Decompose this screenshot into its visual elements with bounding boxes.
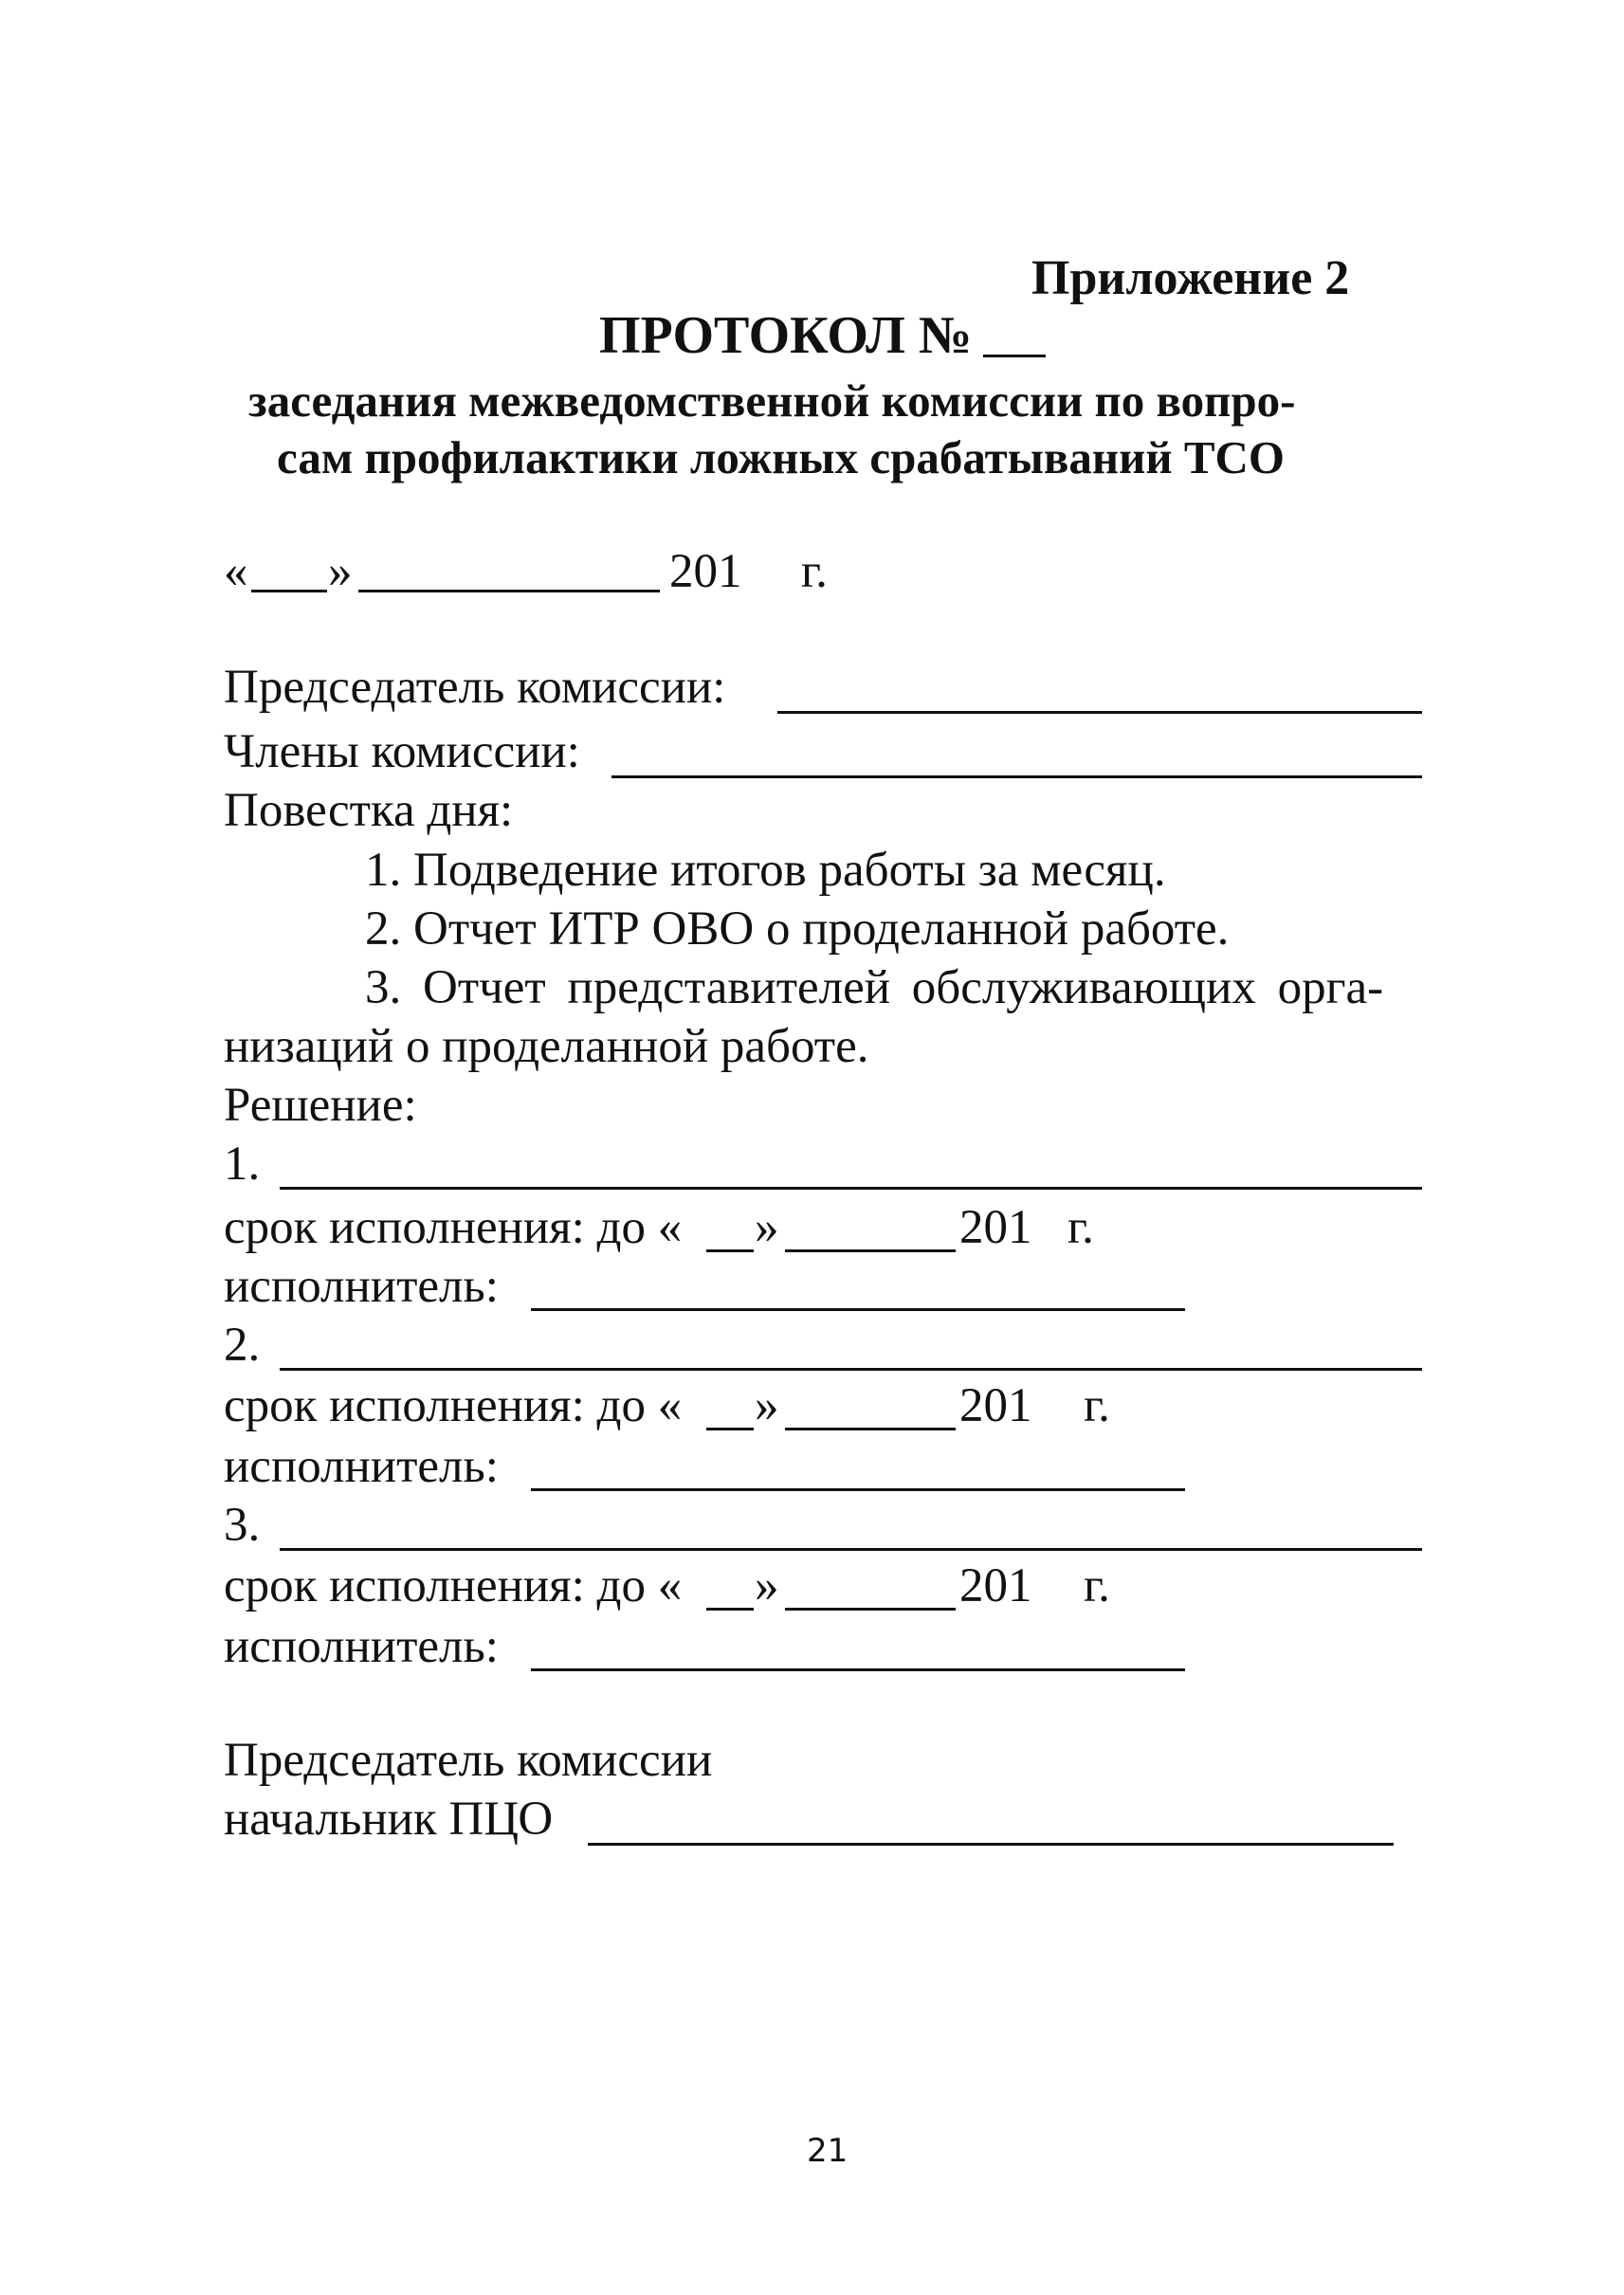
decision-2-number: 2.: [224, 1319, 261, 1372]
members-label: Члены комиссии:: [224, 725, 580, 778]
signature-line-1: Председатель комиссии: [224, 1734, 713, 1787]
agenda-item-3: 3. Отчет представителей обслуживающих орга-: [365, 961, 1384, 1014]
decision-1-year-suffix: г.: [1067, 1201, 1094, 1254]
decision-1-executor-blank: [531, 1308, 1185, 1311]
decision-1-month-blank: [785, 1249, 956, 1252]
decision-2-executor-blank: [531, 1488, 1185, 1491]
agenda-item-1: 1. Подведение итогов работы за месяц.: [365, 844, 1166, 897]
decision-1-executor-label: исполнитель:: [224, 1260, 499, 1313]
date-day-blank: [251, 590, 327, 592]
decision-3-executor-label: исполнитель:: [224, 1620, 499, 1673]
decision-1-quote-close: »: [755, 1201, 779, 1254]
signature-line-2: начальник ПЦО: [224, 1793, 554, 1846]
decision-label: Решение:: [224, 1079, 417, 1132]
decision-1-day-blank: [706, 1249, 754, 1252]
decision-2-month-blank: [785, 1428, 956, 1430]
decision-1-deadline-label: срок исполнения: до «: [224, 1201, 683, 1254]
decision-3-month-blank: [785, 1608, 956, 1611]
chairman-label: Председатель комиссии:: [224, 661, 726, 714]
appendix-label: Приложение 2: [1031, 251, 1350, 305]
decision-3-year-suffix: г.: [1084, 1559, 1110, 1612]
decision-2-quote-close: »: [755, 1379, 779, 1432]
decision-1-year: 201: [959, 1201, 1032, 1254]
subtitle-line-1: заседания межведомственной комиссии по вопро-: [248, 374, 1296, 427]
decision-3-day-blank: [706, 1608, 754, 1611]
decision-3-executor-blank: [531, 1668, 1185, 1671]
decision-3-number: 3.: [224, 1499, 261, 1552]
decision-2-executor-label: исполнитель:: [224, 1440, 499, 1493]
date-month-blank: [358, 590, 660, 592]
decision-2-deadline-label: срок исполнения: до «: [224, 1379, 683, 1432]
members-blank: [611, 775, 1422, 778]
decision-1-blank: [280, 1187, 1422, 1190]
agenda-label: Повестка дня:: [224, 784, 514, 837]
agenda-item-3-cont: низаций о проделанной работе.: [224, 1020, 869, 1073]
decision-3-quote-close: »: [755, 1559, 779, 1612]
date-close-quote: »: [328, 545, 353, 598]
page-number: 21: [807, 2132, 848, 2170]
protocol-title: ПРОТОКОЛ №: [599, 306, 973, 365]
agenda-item-2: 2. Отчет ИТР ОВО о проделанной работе.: [365, 902, 1230, 956]
decision-2-day-blank: [706, 1428, 754, 1430]
date-year-suffix: г.: [801, 545, 828, 598]
decision-3-year: 201: [959, 1559, 1032, 1612]
decision-3-deadline-label: срок исполнения: до «: [224, 1559, 683, 1612]
decision-1-number: 1.: [224, 1138, 261, 1191]
decision-3-blank: [280, 1548, 1422, 1551]
date-year: 201: [669, 545, 742, 598]
decision-2-blank: [280, 1368, 1422, 1371]
signature-blank: [588, 1843, 1394, 1846]
decision-2-year: 201: [959, 1379, 1032, 1432]
protocol-number-blank: [983, 355, 1046, 357]
chairman-blank: [777, 711, 1422, 714]
subtitle-line-2: сам профилактики ложных срабатываний ТСО: [277, 431, 1286, 483]
date-open-quote: «: [224, 545, 248, 598]
decision-2-year-suffix: г.: [1084, 1379, 1110, 1432]
